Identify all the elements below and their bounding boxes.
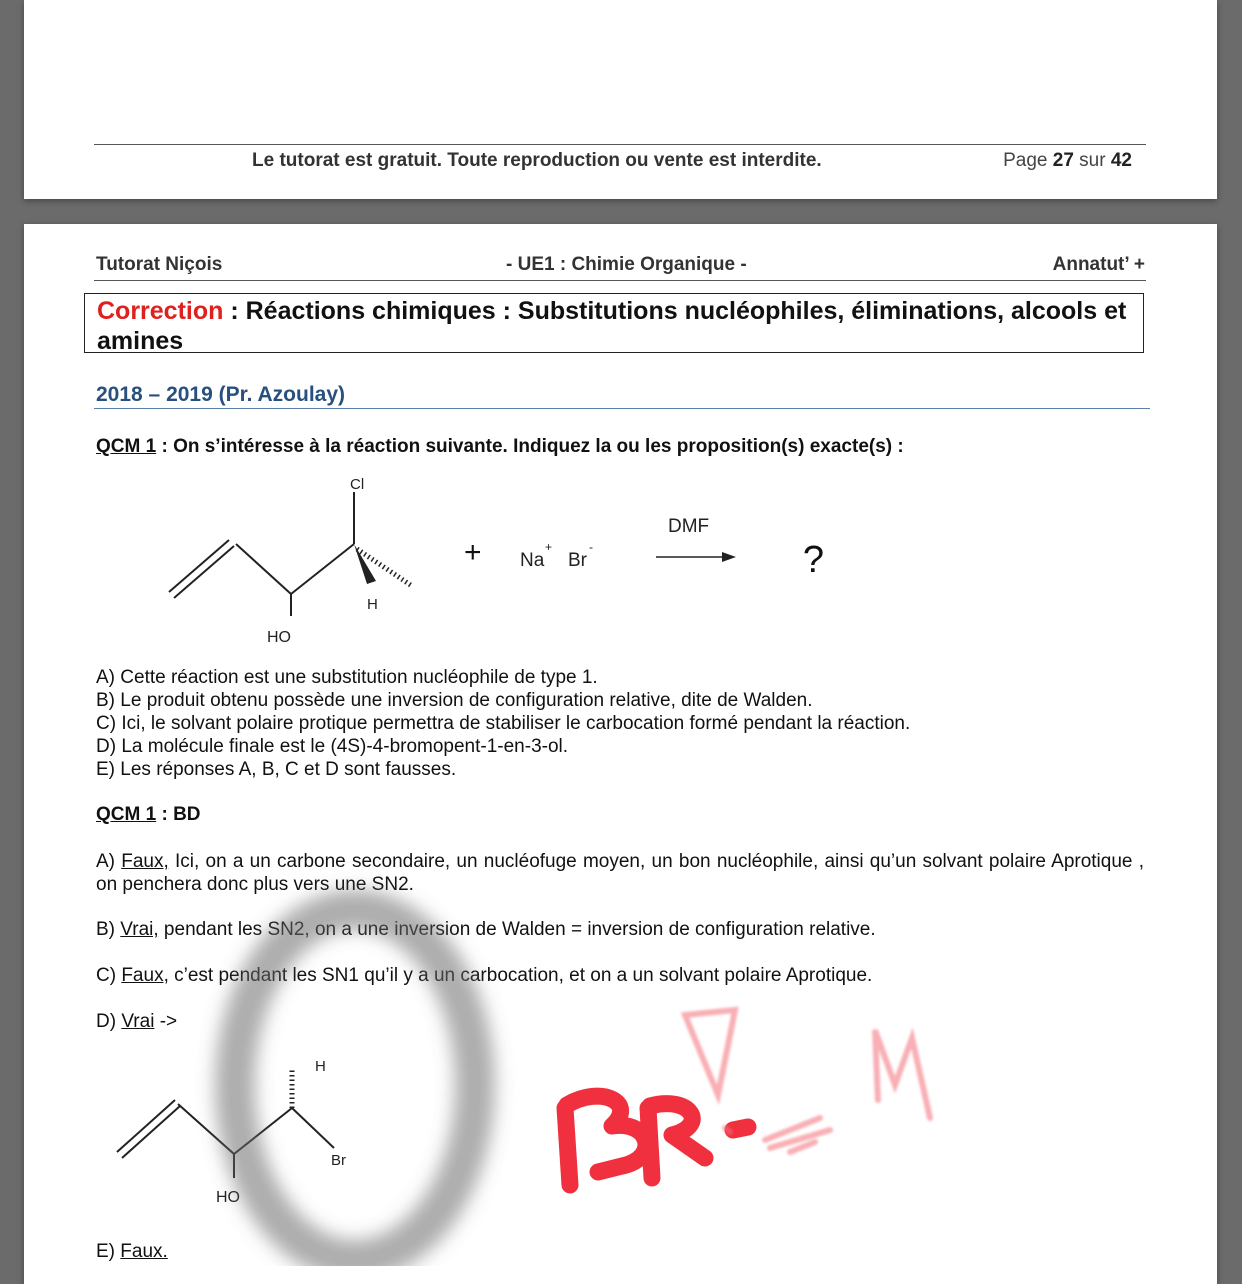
product-atom-br: Br: [331, 1152, 346, 1169]
atom-ho: HO: [267, 629, 291, 646]
page-indicator: [1003, 150, 1132, 172]
header-right: Annatut’ +: [1052, 254, 1145, 275]
correction-d: [96, 1010, 1144, 1033]
sodium-charge: +: [545, 540, 553, 554]
correction-d-verdict: Vrai: [121, 1011, 155, 1032]
product-vinyl-bond-2: [117, 1100, 175, 1152]
page-total: 42: [1110, 150, 1132, 171]
product-bromo-bond: [292, 1108, 334, 1148]
chapter-title: : Réactions chimiques : Substitutions nucléophiles, éliminations, alcools et amines: [97, 297, 1127, 355]
correction-e-prefix: E): [96, 1241, 121, 1262]
current-page: [24, 224, 1217, 1284]
question-line: [96, 436, 904, 458]
bromide-charge: -: [589, 540, 593, 554]
product-structure: [104, 1046, 484, 1216]
footer-divider: [94, 144, 1146, 145]
correction-c-prefix: C): [96, 965, 122, 986]
question-text: : On s’intéresse à la réaction suivante. Indiquez la ou les proposition(s) exacte(s) :: [156, 436, 904, 457]
page-number: 27: [1052, 150, 1074, 171]
bromide-label: Br: [568, 550, 587, 571]
year-divider: [94, 408, 1150, 409]
answer-label: QCM 1: [96, 804, 157, 825]
sodium-label: Na: [520, 550, 545, 571]
vinyl-bond-1: [174, 546, 234, 598]
correction-b-prefix: B): [96, 919, 121, 940]
product-chain-bond-1: [178, 1104, 234, 1154]
product-atom-h: H: [315, 1058, 326, 1075]
product-vinyl-bond-1: [122, 1106, 180, 1158]
previous-page: [24, 0, 1217, 199]
year-heading: 2018 – 2019 (Pr. Azoulay): [96, 383, 346, 406]
sur-word: sur: [1079, 150, 1106, 171]
option-a: A) Cette réaction est une substitution nucléophile de type 1.: [96, 667, 598, 688]
option-b: B) Le produit obtenu possède une inversion de configuration relative, dite de Walden.: [96, 690, 813, 711]
correction-b: [96, 918, 1144, 941]
atom-cl: Cl: [350, 476, 365, 493]
correction-c: [96, 964, 1144, 987]
header-center: - UE1 : Chimie Organique -: [506, 254, 747, 275]
chain-bond-1: [236, 544, 291, 594]
product-chain-bond-2: [234, 1108, 292, 1154]
chapter-title-box: [84, 293, 1144, 353]
footer-note: Le tutorat est gratuit. Toute reproduction ou vente est interdite.: [252, 150, 822, 171]
correction-a: [96, 850, 1144, 896]
vinyl-bond-2: [169, 540, 229, 592]
answer-line: [96, 804, 201, 826]
qcm-label: QCM 1: [96, 436, 157, 457]
solvent-label: DMF: [668, 516, 710, 537]
product-unknown: ?: [802, 539, 824, 581]
option-d: D) La molécule finale est le (4S)-4-bromopent-1-en-3-ol.: [96, 736, 569, 757]
header-left: Tutorat Niçois: [96, 254, 223, 275]
answer-value: : BD: [156, 804, 201, 825]
option-c: C) Ici, le solvant polaire protique permettra de stabiliser le carbocation formé pendant la réaction.: [96, 713, 911, 734]
reaction-scheme: [24, 464, 824, 654]
correction-a-text: Ici, on a un carbone secondaire, un nucléofuge moyen, un bon nucléophile, ainsi qu’un solvant polaire Aprotique , on penchera donc plus vers une SN2.: [96, 851, 1144, 895]
chain-bond-2: [291, 544, 354, 594]
correction-e-verdict: Faux.: [120, 1241, 168, 1262]
atom-h: H: [367, 596, 378, 613]
correction-b-text: pendant les SN2, on a une inversion de Walden = inversion de configuration relative.: [158, 919, 876, 940]
reaction-arrow-head: [722, 552, 736, 562]
correction-c-verdict: Faux,: [121, 965, 169, 986]
header-divider: [94, 280, 1146, 281]
option-e: E) Les réponses A, B, C et D sont fausses.: [96, 759, 457, 780]
page-word: Page: [1003, 150, 1048, 171]
correction-a-verdict: Faux,: [121, 851, 169, 872]
correction-c-text: c’est pendant les SN1 qu’il y a un carbocation, et on a un solvant polaire Aprotique.: [168, 965, 873, 986]
product-atom-ho: HO: [216, 1189, 240, 1206]
plus-sign: +: [464, 536, 482, 569]
correction-d-prefix: D): [96, 1011, 122, 1032]
correction-a-prefix: A): [96, 851, 122, 872]
correction-e: [96, 1240, 1144, 1263]
correction-b-verdict: Vrai,: [120, 919, 159, 940]
correction-label: Correction: [97, 297, 224, 325]
options-list: [96, 666, 910, 781]
correction-d-text: ->: [154, 1011, 178, 1032]
